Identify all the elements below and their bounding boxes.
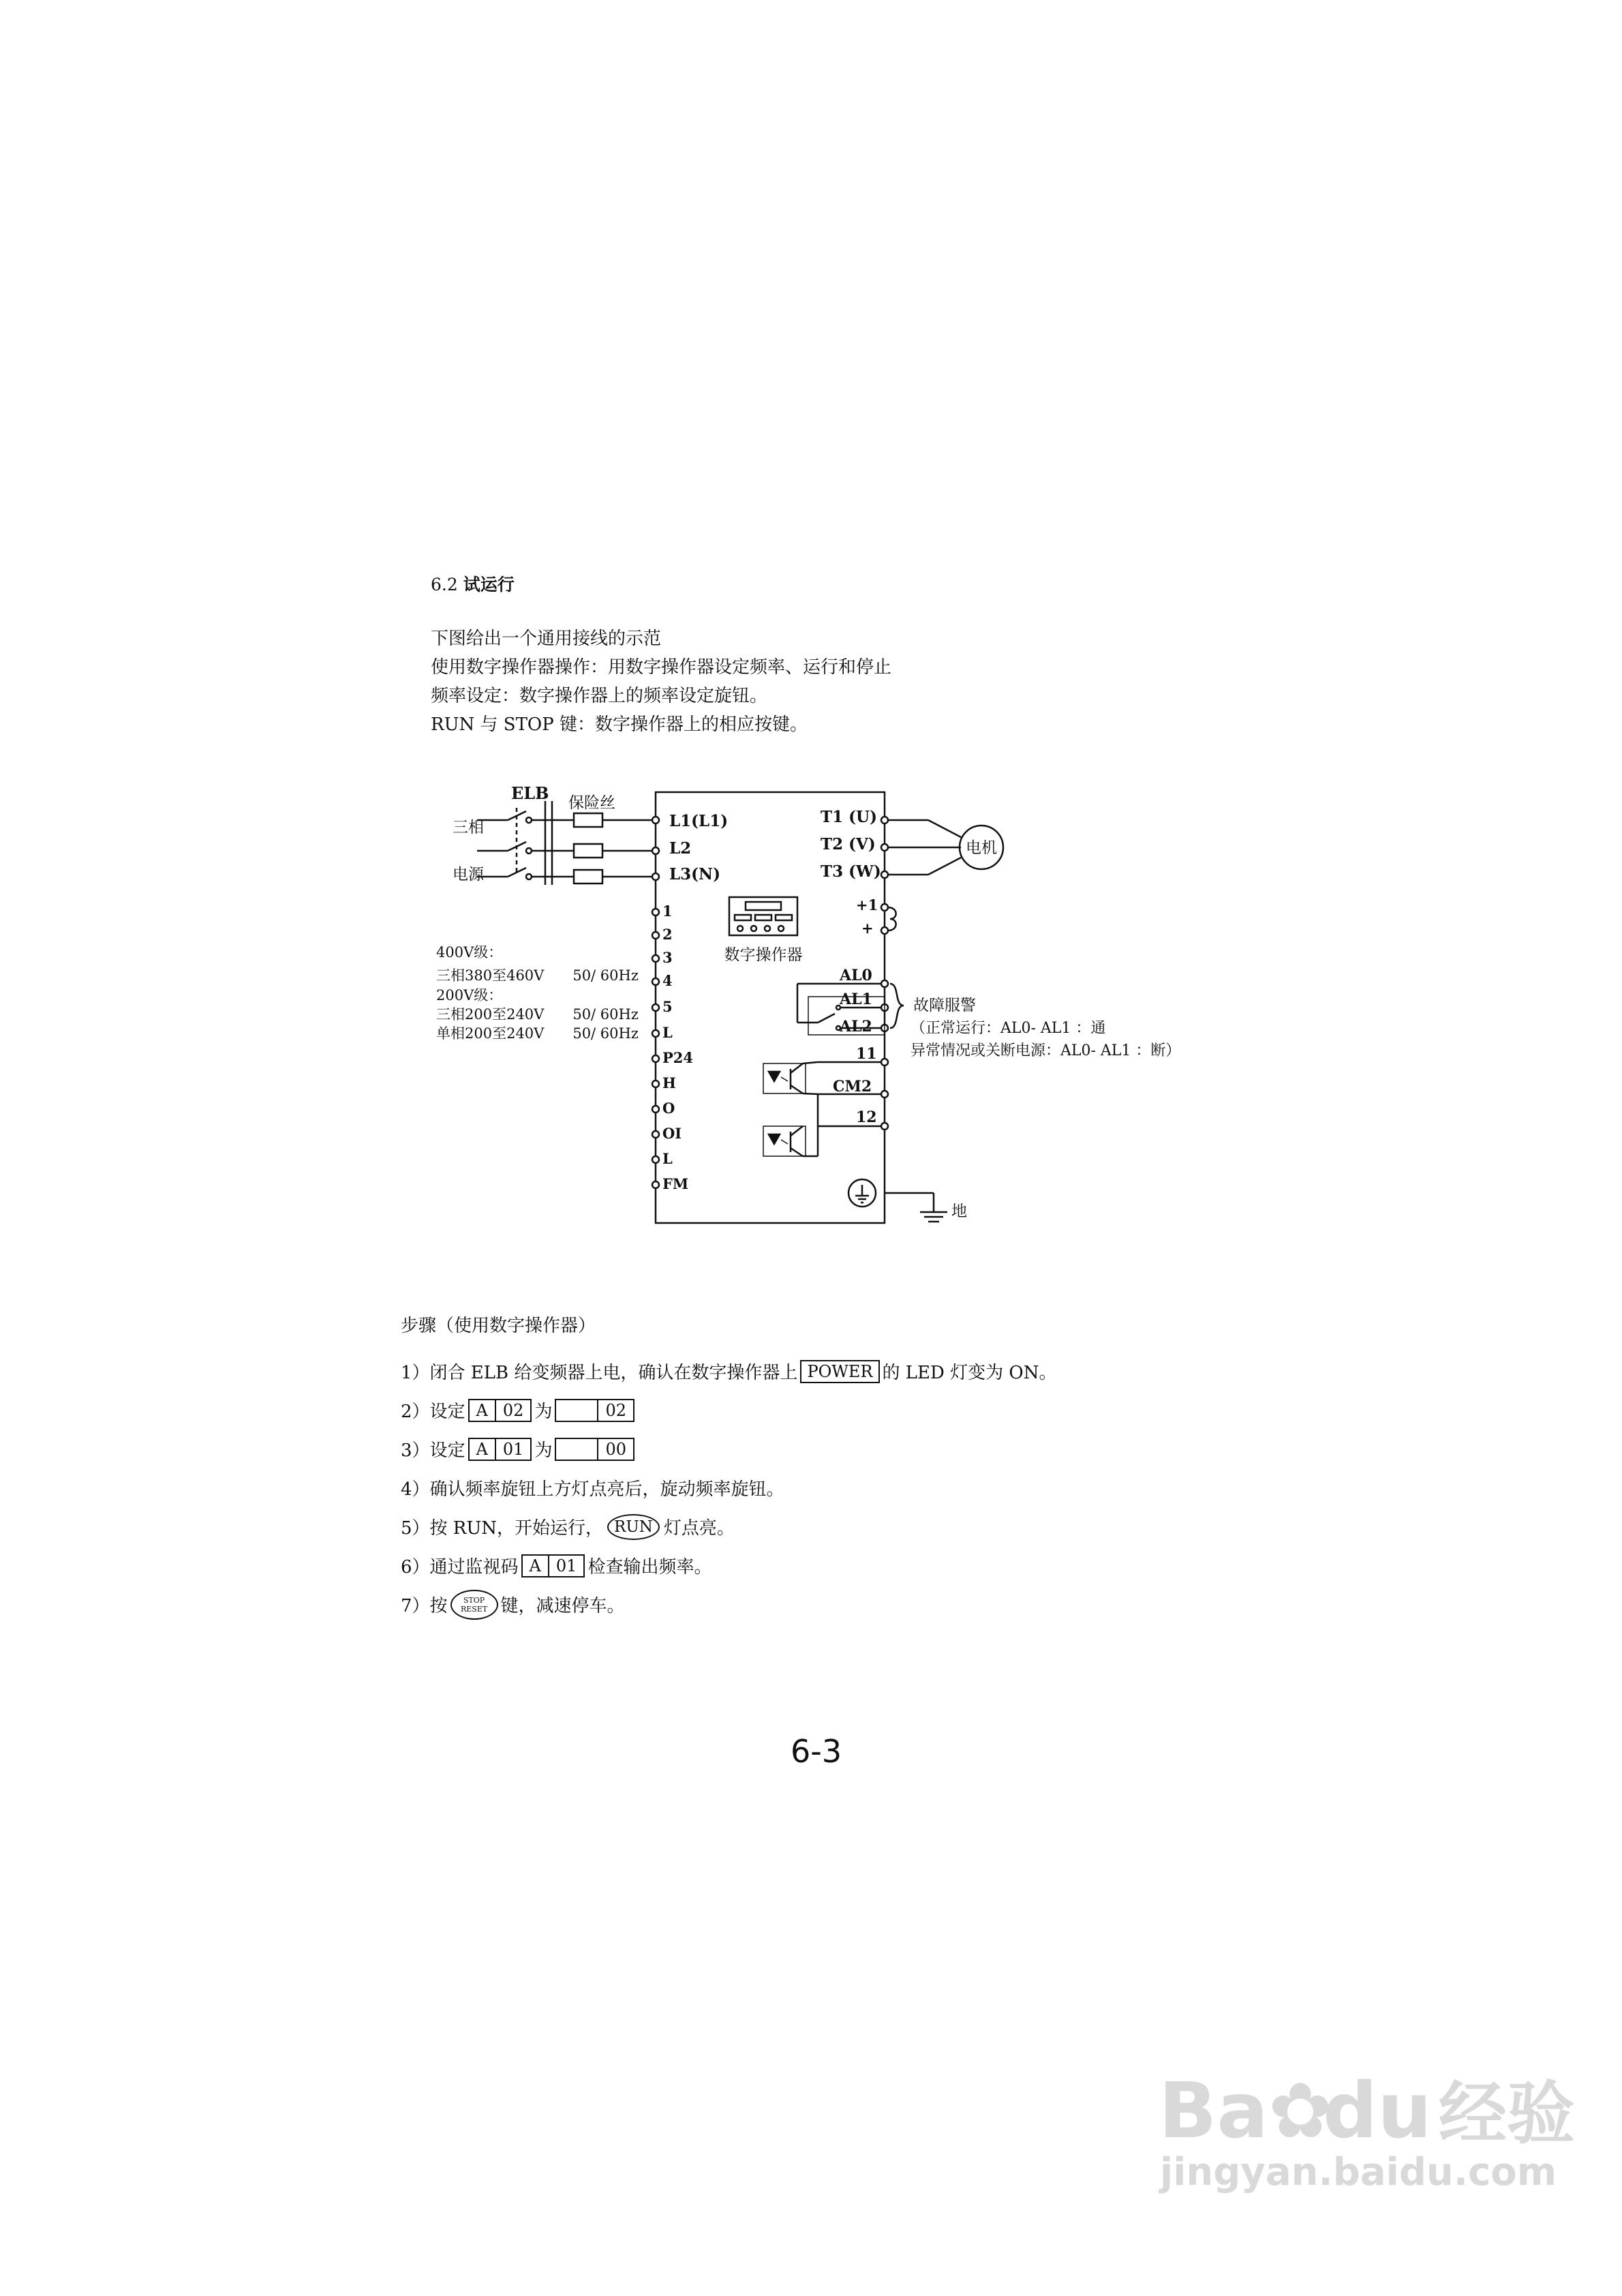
function-code	[468, 1438, 532, 1461]
terminal-label: FM	[662, 1175, 689, 1192]
step-text: 为	[534, 1402, 553, 1422]
terminal-label: L1(L1)	[669, 812, 729, 830]
step-text: 4）确认频率旋钮上方灯点亮后，旋动频率旋钮。	[401, 1479, 784, 1500]
terminal-label: T2 (V)	[821, 835, 876, 854]
terminal-label: 5	[662, 998, 673, 1015]
voltage-note: 三相200至240V 50/ 60Hz	[436, 1006, 639, 1023]
three-phase-label: 三相	[453, 819, 484, 836]
function-value-blank	[556, 1439, 597, 1460]
function-code-number: 02	[495, 1400, 531, 1421]
terminal-label: 3	[662, 949, 673, 966]
terminal-label: OI	[662, 1125, 682, 1142]
terminal-label: +1	[856, 896, 878, 913]
voltage-note: 三相380至460V 50/ 60Hz	[436, 967, 639, 984]
steps-section	[401, 1312, 1056, 1624]
step-text: 的 LED 灯变为 ON。	[882, 1363, 1057, 1383]
fault-abnormal-note: 异常情况或关断电源：AL0- AL1 ：断）	[911, 1042, 1181, 1059]
motor-label: 电机	[966, 839, 997, 857]
step-text: 为	[534, 1440, 553, 1461]
run-key: RUN	[607, 1514, 660, 1540]
function-code	[468, 1399, 532, 1422]
section-number: 6.2	[431, 575, 458, 594]
terminal-label: 1	[662, 903, 673, 920]
monitor-code	[521, 1554, 585, 1577]
step-text: 3）设定	[401, 1440, 465, 1461]
step-text: 2）设定	[401, 1402, 465, 1422]
fault-normal-note: （正常运行：AL0- AL1 ：通	[911, 1020, 1106, 1037]
terminal-label: AL0	[840, 967, 872, 984]
watermark-brand-b: du	[1322, 2067, 1432, 2156]
elb-label: ELB	[511, 783, 549, 803]
function-code-number: 01	[495, 1439, 531, 1460]
voltage-note: 400V级：	[436, 944, 503, 961]
function-value-number: 02	[597, 1400, 633, 1421]
step-text: 6）通过监视码	[401, 1557, 519, 1577]
step-text: 检查输出频率。	[587, 1557, 712, 1577]
power-key: POWER	[800, 1360, 879, 1383]
digital-operator-icon	[729, 897, 797, 935]
terminal-label: CM2	[833, 1078, 872, 1096]
function-value-number: 00	[597, 1439, 633, 1460]
terminal-label: L3(N)	[669, 865, 720, 883]
step-3	[401, 1430, 1056, 1468]
intro-line: 下图给出一个通用接线的示范	[431, 629, 662, 649]
terminal-label: AL1	[840, 991, 872, 1008]
step-5	[401, 1507, 1056, 1546]
terminal-label: P24	[662, 1049, 694, 1066]
step-6	[401, 1546, 1056, 1585]
terminal-label: 4	[662, 972, 673, 989]
page-number: 6-3	[791, 1733, 842, 1770]
steps-heading: 步骤（使用数字操作器）	[401, 1316, 596, 1336]
terminal-label: +	[861, 920, 874, 937]
intro-line: 频率设定：数字操作器上的频率设定旋钮。	[431, 686, 768, 706]
terminal-label: L	[662, 1024, 673, 1041]
step-text: 7）按	[401, 1596, 448, 1616]
terminal-label: T3 (W)	[821, 862, 881, 881]
terminal-label: 11	[856, 1045, 877, 1063]
terminal-label: AL2	[840, 1018, 872, 1036]
step-7	[401, 1585, 1056, 1624]
watermark-brand-cn: 经验	[1438, 2074, 1575, 2154]
function-value	[555, 1399, 634, 1422]
watermark-brand-a: Ba	[1159, 2067, 1268, 2156]
watermark-url: jingyan.baidu.com	[1160, 2150, 1557, 2194]
voltage-note: 单相200至240V 50/ 60Hz	[436, 1025, 639, 1042]
step-4	[401, 1468, 1056, 1507]
monitor-code-number: 01	[548, 1556, 584, 1576]
step-text: 灯点亮。	[663, 1518, 735, 1539]
step-text: 键，减速停车。	[500, 1596, 625, 1616]
monitor-code-group: A	[529, 1556, 541, 1575]
step-1	[401, 1352, 1056, 1391]
stop-reset-key	[450, 1590, 498, 1620]
stop-key-label: STOP	[463, 1595, 485, 1605]
intro-line: 使用数字操作器操作：用数字操作器设定频率、运行和停止	[431, 657, 892, 678]
reset-key-label: RESET	[460, 1604, 488, 1614]
terminal-label: L2	[669, 839, 692, 858]
ground-label: 地	[951, 1203, 967, 1220]
fault-alarm-label: 故障服警	[913, 997, 976, 1014]
terminal-label: L	[662, 1150, 673, 1167]
terminal-label: T1 (U)	[821, 808, 877, 826]
function-value	[555, 1438, 634, 1461]
function-code-group: A	[476, 1439, 488, 1459]
power-label: 电源	[453, 866, 484, 883]
step-2	[401, 1391, 1056, 1430]
step-text: 5）按 RUN，开始运行，	[401, 1518, 604, 1539]
paw-icon: ✿	[1268, 2067, 1332, 2156]
watermark-logo	[1159, 2059, 1575, 2157]
fuse-label: 保险丝	[568, 794, 615, 812]
section-heading: 试运行	[463, 575, 515, 594]
terminal-label: 2	[662, 926, 673, 943]
voltage-note: 200V级：	[436, 987, 503, 1003]
terminal-label: H	[662, 1074, 676, 1091]
step-text: 1）闭合 ELB 给变频器上电，确认在数字操作器上	[401, 1363, 798, 1383]
terminal-label: O	[662, 1100, 675, 1117]
intro-line: RUN 与 STOP 键：数字操作器上的相应按键。	[431, 714, 808, 735]
terminal-label: 12	[856, 1108, 877, 1126]
function-value-blank	[556, 1400, 597, 1421]
function-code-group: A	[476, 1400, 488, 1420]
digital-operator-label: 数字操作器	[724, 946, 803, 964]
